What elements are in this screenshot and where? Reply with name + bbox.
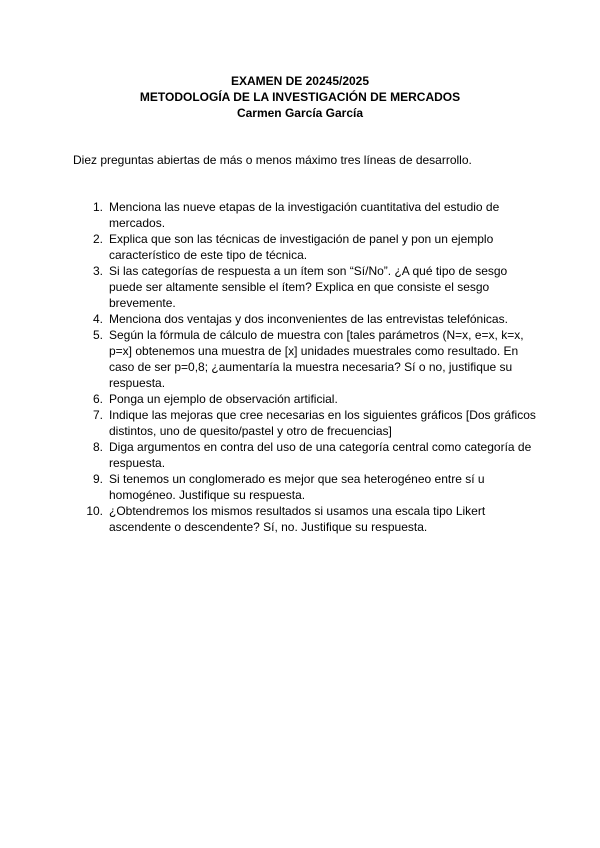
question-number: 9. <box>92 472 103 486</box>
author-name: Carmen García García <box>236 106 364 120</box>
subject-title: METODOLOGÍA DE LA INVESTIGACIÓN DE MERCADOS <box>139 90 461 104</box>
question-item <box>73 391 543 407</box>
question-item <box>73 327 543 391</box>
question-item <box>73 407 543 439</box>
question-item <box>73 263 543 311</box>
question-text: Indique las mejoras que cree necesarias en los siguientes gráficos [Dos gráficos distintos, uno de quesito/pastel y otro de frecuencias] <box>109 408 536 438</box>
question-text: Según la fórmula de cálculo de muestra con [tales parámetros (N=x, e=x, k=x, p=x] obtenemos una muestra de [x] unidades muestrales como resultado. En caso de ser p=0,8; ¿aumentaría la muestra necesaria? Sí o no, justifique su respuesta. <box>109 328 524 390</box>
question-text: ¿Obtendremos los mismos resultados si usamos una escala tipo Likert ascendente o descendente? Sí, no. Justifique su respuesta. <box>109 504 486 534</box>
question-item <box>73 439 543 471</box>
question-text: Diga argumentos en contra del uso de una categoría central como categoría de respuesta. <box>109 440 532 470</box>
question-number: 2. <box>92 232 103 246</box>
question-number: 1. <box>92 200 103 214</box>
question-item <box>73 503 543 535</box>
instructions-text: Diez preguntas abiertas de más o menos máximo tres líneas de desarrollo. <box>73 153 472 167</box>
question-item <box>73 471 543 503</box>
question-text: Explica que son las técnicas de investigación de panel y pon un ejemplo característico de este tipo de técnica. <box>109 232 494 262</box>
question-item <box>73 231 543 263</box>
question-text: Ponga un ejemplo de observación artificial. <box>109 392 338 406</box>
question-text: Menciona dos ventajas y dos inconvenientes de las entrevistas telefónicas. <box>109 312 508 326</box>
question-list <box>73 199 543 535</box>
question-item <box>73 199 543 231</box>
question-text: Si tenemos un conglomerado es mejor que sea heterogéneo entre sí u homogéneo. Justifique su respuesta. <box>109 472 485 502</box>
question-number: 3. <box>92 264 103 278</box>
exam-header <box>0 73 600 121</box>
question-number: 4. <box>92 312 103 326</box>
question-number: 10. <box>86 504 103 518</box>
question-item <box>73 311 543 327</box>
question-number: 5. <box>92 328 103 342</box>
question-text: Menciona las nueve etapas de la investigación cuantitativa del estudio de mercados. <box>109 200 500 230</box>
question-number: 6. <box>92 392 103 406</box>
question-number: 8. <box>92 440 103 454</box>
question-text: Si las categorías de respuesta a un ítem son “Sí/No”. ¿A qué tipo de sesgo puede ser altamente sensible el ítem? Explica en que consiste el sesgo brevemente. <box>109 264 508 310</box>
exam-title: EXAMEN DE 20245/2025 <box>230 74 370 88</box>
question-number: 7. <box>92 408 103 422</box>
